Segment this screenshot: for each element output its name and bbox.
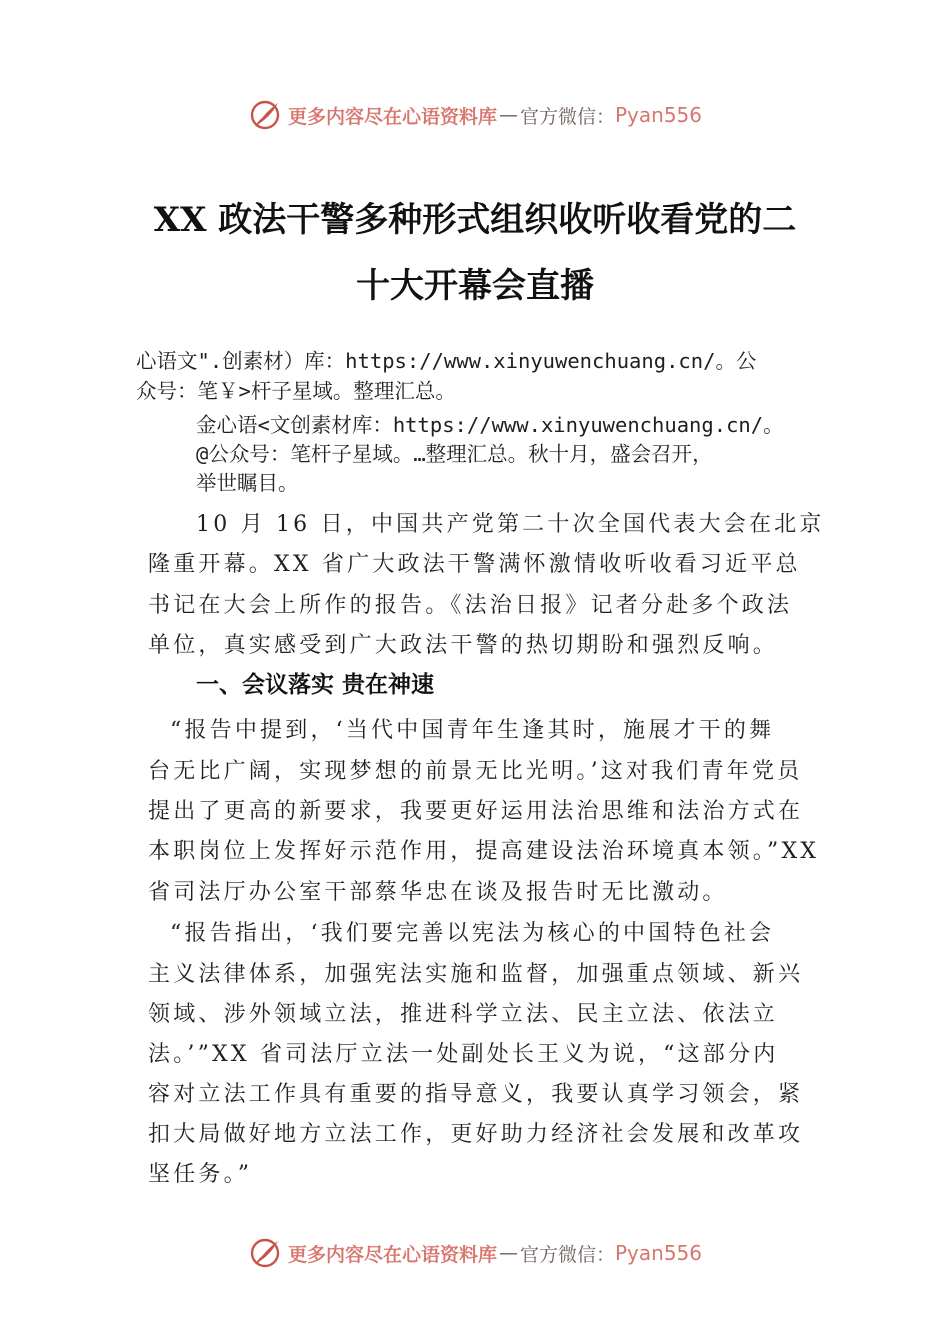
paragraph-line: 主义法律体系，加强宪法实施和监督，加强重点领域、新兴 [148,962,804,987]
paragraph-line: “报告中提到，‘当代中国青年生逢其时，施展才干的舞 [170,718,775,743]
paragraph-line: 本职岗位上发挥好示范作用，提高建设法治环境真本领。”XX [148,839,820,864]
paragraph-line: 法。’”XX 省司法厅立法一处副处长王义为说，“这部分内 [148,1042,779,1067]
paragraph-line: 扣大局做好地方立法工作，更好助力经济社会发展和改革攻 [148,1122,804,1147]
banner-library-text: 更多内容尽在心语资料库 [287,1243,497,1266]
header-banner [0,95,950,135]
document-title-line-2: 十大开幕会直播 [356,266,594,306]
document-title-line-1: XX 政法干警多种形式组织收听收看党的二 [153,200,797,240]
source-line: 众号：笔￥>杆子星域。整理汇总。 [136,379,456,403]
paragraph-line: 坚任务。” [148,1162,253,1187]
banner-wechat-label: 官方微信： [519,105,615,128]
paragraph-line: 单位，真实感受到广大政法干警的热切期盼和强烈反响。 [148,633,779,658]
source-line: @公众号：笔杆子星域。…整理汇总。秋十月，盛会召开， [196,442,713,466]
paragraph-line: “报告指出，‘我们要完善以宪法为核心的中国特色社会 [170,921,775,946]
banner-wechat-id: Pyan556 [615,1241,703,1265]
banner-dash: — [498,1242,518,1264]
banner-wechat-label: 官方微信： [519,1243,615,1266]
paragraph-line: 10 月 16 日，中国共产党第二十次全国代表大会在北京 [196,512,825,537]
paragraph-line: 容对立法工作具有重要的指导意义，我要认真学习领会，紧 [148,1082,804,1107]
banner-library-text: 更多内容尽在心语资料库 [287,105,497,128]
quill-pen-circle-icon [248,98,282,132]
paragraph-line: 隆重开幕。XX 省广大政法干警满怀激情收听收看习近平总 [148,552,801,577]
paragraph-line: 领域、涉外领域立法，推进科学立法、民主立法、依法立 [148,1002,779,1027]
paragraph-line: 省司法厅办公室干部蔡华忠在谈及报告时无比激动。 [148,880,728,905]
paragraph-line: 书记在大会上所作的报告。《法治日报》记者分赴多个政法 [148,593,793,618]
banner-dash: — [498,104,518,126]
paragraph-line: 提出了更高的新要求，我要更好运用法治思维和法治方式在 [148,799,804,824]
quill-pen-circle-icon [248,1236,282,1270]
section-heading: 一、会议落实 贵在神速 [196,672,435,698]
source-line: 金心语<文创素材库：https://www.xinyuwenchuang.cn/。 [196,413,784,437]
source-line: 举世瞩目。 [196,471,299,495]
source-line: 心语文".创素材）库：https://www.xinyuwenchuang.cn/。公 [136,349,757,373]
banner-wechat-id: Pyan556 [615,103,703,127]
paragraph-line: 台无比广阔，实现梦想的前景无比光明。’这对我们青年党员 [148,759,803,784]
footer-banner [0,1233,950,1273]
